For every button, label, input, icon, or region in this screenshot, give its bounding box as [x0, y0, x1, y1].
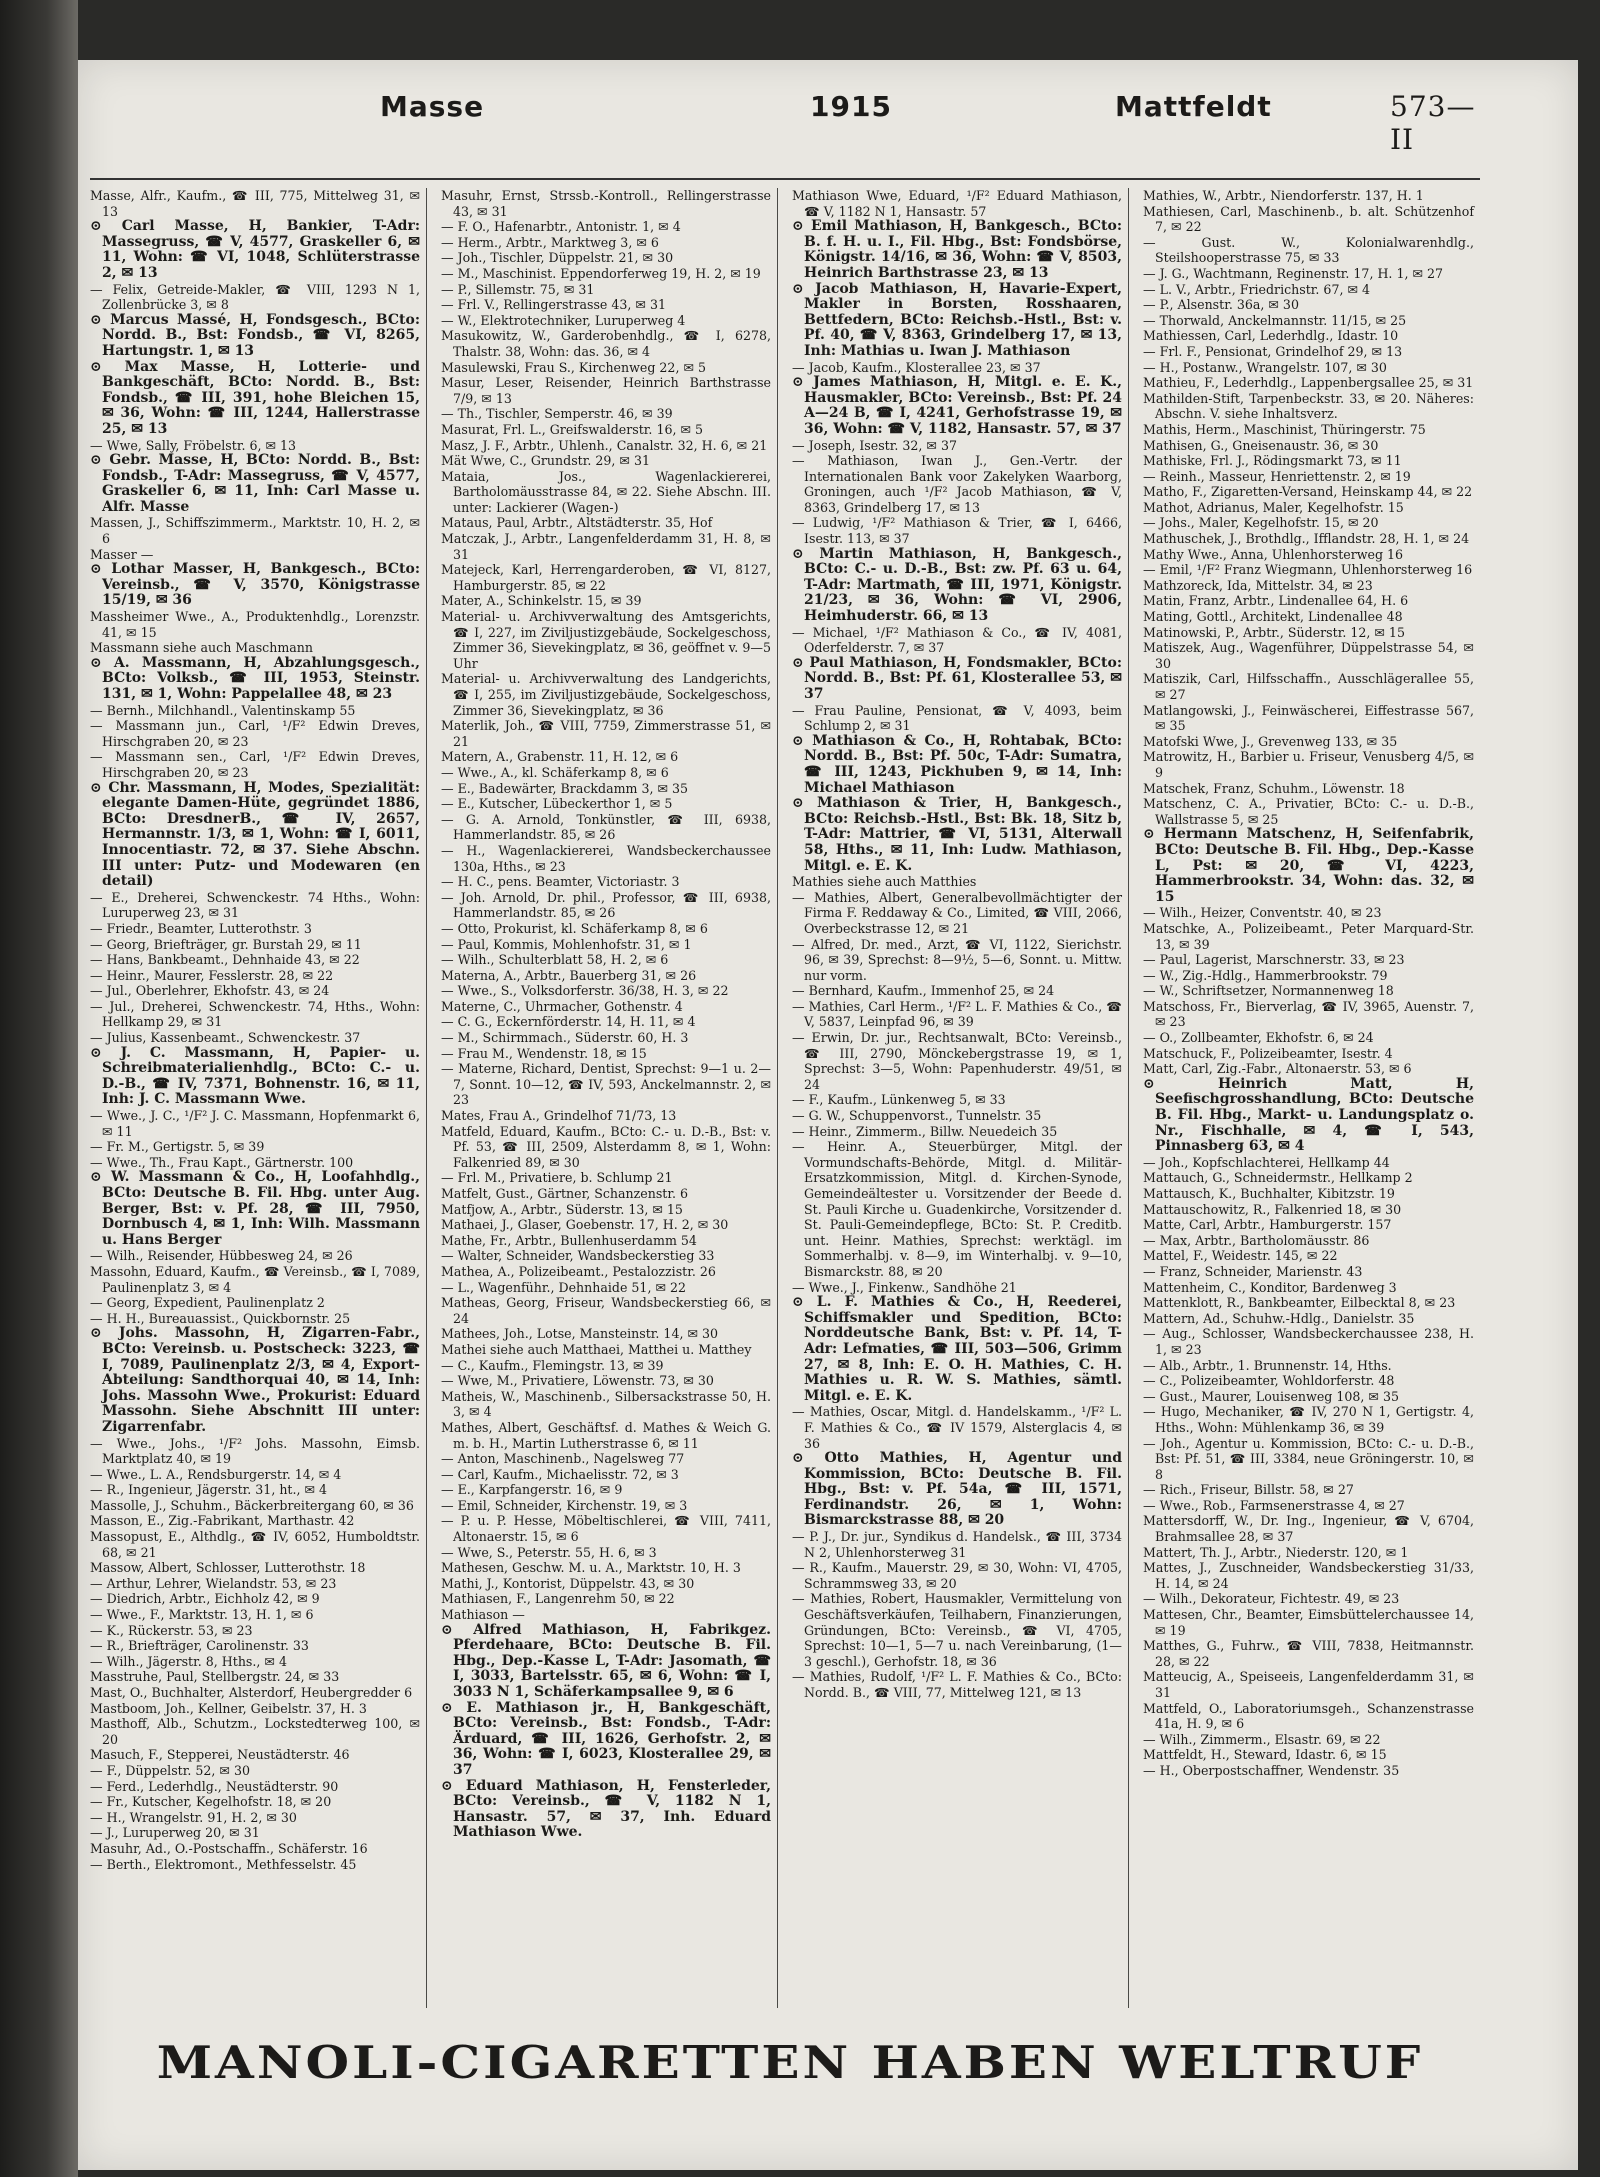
- directory-entry: — Bernhard, Kaufm., Immenhof 25, ✉ 24: [792, 983, 1055, 999]
- directory-entry: — J., Luruperweg 20, ✉ 31: [90, 1825, 260, 1841]
- directory-entry: ⊙ Alfred Mathiason, H, Fabrikgez. Pferdehaare, BCto: Deutsche B. Fil. Hbg., Dep.-Kasse L, T-Adr: Jasomath, ☎ I, 3033, Bartelsstr. 65, ✉ 6, Wohn: ☎ I, 3033 N 1, Schäferkampsallee 9, ✉ 6: [441, 1621, 771, 1700]
- directory-entry: Mating, Gottl., Architekt, Lindenallee 48: [1143, 609, 1403, 625]
- directory-entry: — R., Ingenieur, Jägerstr. 31, ht., ✉ 4: [90, 1482, 328, 1498]
- directory-entry: — Hans, Bankbeamt., Dehnhaide 43, ✉ 22: [90, 952, 360, 968]
- directory-entry: Mattenklott, R., Bankbeamter, Eilbecktal 8, ✉ 23: [1143, 1295, 1456, 1311]
- directory-entry: ⊙ Paul Mathiason, H, Fondsmakler, BCto: Nordd. B., Bst: Pf. 61, Klosterallee 53, ✉ 37: [792, 654, 1122, 702]
- header-rule: [90, 178, 1480, 180]
- directory-entry: Mathe, Fr., Arbtr., Bullenhuserdamm 54: [441, 1232, 697, 1248]
- directory-entry: ⊙ Marcus Massé, H, Fondsgesch., BCto: Nordd. B., Bst: Fondsb., ☎ VI, 8265, Hartungstr. 1, ✉ 13: [90, 311, 420, 359]
- directory-entry: Mathes, Albert, Geschäftsf. d. Mathes & Weich G. m. b. H., Martin Lutherstrasse 6, ✉ 11: [441, 1419, 771, 1451]
- directory-entry: Mast, O., Buchhalter, Alsterdorf, Heubergredder 6: [90, 1685, 413, 1700]
- directory-entry: ⊙ Lothar Masser, H, Bankgesch., BCto: Vereinsb., ☎ V, 3570, Königstrasse 15/19, ✉ 36: [90, 561, 420, 609]
- directory-entry: — Wwe., J. C., ¹/F² J. C. Massmann, Hopfenmarkt 6, ✉ 11: [90, 1108, 420, 1139]
- directory-entry: Mathuschek, J., Brothdlg., Ifflandstr. 28, H. 1, ✉ 24: [1143, 531, 1470, 547]
- directory-entry: Mattauschowitz, R., Falkenried 18, ✉ 30: [1143, 1201, 1402, 1217]
- directory-entry: Mattes, J., Zuschneider, Wandsbeckerstieg 31/33, H. 14, ✉ 24: [1143, 1560, 1474, 1591]
- directory-entry: — Massmann jun., Carl, ¹/F² Edwin Dreves, Hirschgraben 20, ✉ 23: [90, 718, 420, 749]
- directory-entry: ⊙ Gebr. Masse, H, BCto: Nordd. B., Bst: Fondsb., T-Adr: Massegruss, ☎ V, 4577, Graskeller 6, ✉ 11, Inh: Carl Masse u. Alfr. Masse: [90, 452, 420, 515]
- directory-entry: Mattern, Ad., Schuhw.-Hdlg., Danielstr. 35: [1143, 1310, 1415, 1326]
- directory-entry: — Gust. W., Kolonialwarenhdlg., Steilshooperstrasse 75, ✉ 33: [1143, 234, 1474, 266]
- directory-entry: Mattesen, Chr., Beamter, Eimsbüttelerchaussee 14, ✉ 19: [1143, 1607, 1474, 1638]
- page-header: [90, 80, 1480, 156]
- column-3: [792, 188, 1129, 2008]
- directory-entry: Matlangowski, J., Feinwäscherei, Eiffestrasse 567, ✉ 35: [1143, 702, 1474, 734]
- directory-entry: Masuch, F., Stepperei, Neustädterstr. 46: [90, 1747, 350, 1763]
- directory-entry: Material- u. Archivverwaltung des Amtsgerichts, ☎ I, 227, im Ziviljustizgebäude, Sockelgeschoss, Zimmer 36, Sievekingplatz, ✉ 36, geöffnet v. 9—5 Uhr: [441, 609, 771, 671]
- directory-entry: — G. W., Schuppenvorst., Tunnelstr. 35: [792, 1108, 1042, 1124]
- directory-entry: — P. u. P. Hesse, Möbeltischlerei, ☎ VIII, 7411, Altonaerstr. 15, ✉ 6: [441, 1513, 771, 1545]
- directory-entry: Masthoff, Alb., Schutzm., Lockstedterweg 100, ✉ 20: [90, 1716, 420, 1747]
- directory-entry: — Rich., Friseur, Billstr. 58, ✉ 27: [1143, 1482, 1354, 1498]
- directory-entry: Massohn, Eduard, Kaufm., ☎ Vereinsb., ☎ I, 7089, Paulinenplatz 3, ✉ 4: [90, 1263, 420, 1295]
- directory-entry: Matschenz, C. A., Privatier, BCto: C.- u. D.-B., Wallstrasse 5, ✉ 25: [1143, 796, 1474, 827]
- directory-entry: — Reinh., Masseur, Henriettenstr. 2, ✉ 19: [1143, 468, 1411, 484]
- directory-entry: ⊙ Heinrich Matt, H, Seefischgrosshandlung, BCto: Deutsche B. Fil. Hbg., Markt- u. Landungsplatz o. Nr., Fischhalle, ✉ 4, ☎ I, 543, Pinnasberg 63, ✉ 4: [1143, 1075, 1474, 1155]
- directory-entry: — Paul, Lagerist, Marschnerstr. 33, ✉ 23: [1143, 952, 1405, 968]
- directory-entry: Massmann siehe auch Maschmann: [90, 640, 314, 656]
- directory-entry: ⊙ Otto Mathies, H, Agentur und Kommission, BCto: Deutsche B. Fil. Hbg., Bst: v. Pf. 54a, ☎ III, 1571, Ferdinandstr. 26, ✉ 1, Wohn: Bismarckstrasse 88, ✉ 20: [792, 1450, 1122, 1529]
- directory-entry: Masse, Alfr., Kaufm., ☎ III, 775, Mittelweg 31, ✉ 13: [90, 188, 420, 219]
- directory-entry: Mathot, Adrianus, Maler, Kegelhofstr. 15: [1143, 499, 1404, 515]
- directory-entry: — Emil, Schneider, Kirchenstr. 19, ✉ 3: [441, 1497, 688, 1513]
- directory-entry: — Wwe., S., Volksdorferstr. 36/38, H. 3, ✉ 22: [441, 983, 729, 999]
- directory-entry: — Hugo, Mechaniker, ☎ IV, 270 N 1, Gertigstr. 4, Hths., Wohn: Mühlenkamp 36, ✉ 39: [1143, 1404, 1474, 1435]
- directory-entry: — Frl. V., Rellingerstrasse 43, ✉ 31: [441, 297, 667, 313]
- directory-entry: — Julius, Kassenbeamt., Schwenckestr. 37: [90, 1030, 361, 1046]
- directory-entry: Mattausch, K., Buchhalter, Kibitzstr. 19: [1143, 1186, 1395, 1201]
- directory-entry: — Friedr., Beamter, Lutterothstr. 3: [90, 920, 312, 936]
- directory-entry: — Frl. M., Privatiere, b. Schlump 21: [441, 1170, 673, 1186]
- directory-entry: — H. C., pens. Beamter, Victoriastr. 3: [441, 874, 680, 890]
- directory-entry: Masukowitz, W., Garderobenhdlg., ☎ I, 6278, Thalstr. 38, Wohn: das. 36, ✉ 4: [441, 328, 771, 359]
- directory-entry: Matt, Carl, Zig.-Fabr., Altonaerstr. 53, ✉ 6: [1143, 1061, 1412, 1077]
- directory-entry: Matthes, G., Fuhrw., ☎ VIII, 7838, Heitmannstr. 28, ✉ 22: [1143, 1638, 1474, 1669]
- directory-entry: — Jul., Oberlehrer, Ekhofstr. 43, ✉ 24: [90, 983, 330, 999]
- directory-entry: Mates, Frau A., Grindelhof 71/73, 13: [441, 1108, 677, 1124]
- directory-entry: ⊙ Eduard Mathiason, H, Fensterleder, BCto: Vereinsb., ☎ V, 1182 N 1, Hansastr. 57, ✉ 37, Inh. Eduard Mathiason Wwe.: [441, 1777, 771, 1841]
- directory-entry: — L., Wagenführ., Dehnhaide 51, ✉ 22: [441, 1279, 687, 1295]
- directory-entry: — Gust., Maurer, Louisenweg 108, ✉ 35: [1143, 1388, 1399, 1404]
- directory-entry: — H., Postanw., Wrangelstr. 107, ✉ 30: [1143, 359, 1387, 375]
- directory-entry: — E., Karpfangerstr. 16, ✉ 9: [441, 1482, 623, 1498]
- directory-entry: — Fr., Kutscher, Kegelhofstr. 18, ✉ 20: [90, 1794, 332, 1810]
- directory-entry: Matfeld, Eduard, Kaufm., BCto: C.- u. D.-B., Bst: v. Pf. 53, ☎ III, 2509, Alsterdamm 8, ✉ 1, Wohn: Falkenried 89, ✉ 30: [441, 1123, 771, 1170]
- directory-entry: — Heinr., Maurer, Fesslerstr. 28, ✉ 22: [90, 967, 334, 983]
- directory-entry: ⊙ E. Mathiason jr., H, Bankgeschäft, BCto: Vereinsb., Bst: Fondsb., T-Adr: Ärduard, ☎ III, 1626, Gerhofstr. 2, ✉ 36, Wohn: ☎ I, 6023, Klosterallee 29, ✉ 37: [441, 1699, 771, 1778]
- directory-entry: — Wwe., L. A., Rendsburgerstr. 14, ✉ 4: [90, 1466, 342, 1482]
- directory-entry: — Heinr., Zimmerm., Billw. Neuedeich 35: [792, 1123, 1058, 1139]
- directory-entry: ⊙ Johs. Massohn, H, Zigarren-Fabr., BCto: Vereinsb. u. Postscheck: 3223, ☎ I, 7089, Paulinenplatz 2/3, ✉ 4, Export-Abteilung: Sandthorquai 40, ✉ 14, Inh: Johs. Massohn Wwe., Prokurist: Eduard Massohn. Siehe Abschnitt III unter: Zigarrenfabr.: [90, 1325, 420, 1435]
- directory-entry: Material- u. Archivverwaltung des Landgerichts, ☎ I, 255, im Ziviljustizgebäude, Sockelgeschoss, Zimmer 36, Sievekingplatz, ✉ 36: [441, 671, 771, 718]
- directory-entry: ⊙ Jacob Mathiason, H, Havarie-Expert, Makler in Borsten, Rosshaaren, Bettfedern, BCto: Reichsb.-Hstl., Bst: v. Pf. 40, ☎ V, 8363, Grindelberg 17, ✉ 13, Inh: Mathias u. Iwan J. Mathiason: [792, 280, 1122, 359]
- directory-entry: — Wilh., Reisender, Hübbesweg 24, ✉ 26: [90, 1248, 353, 1264]
- header-first-entry: Masse: [380, 90, 485, 123]
- directory-entry: — G. A. Arnold, Tonkünstler, ☎ III, 6938, Hammerlandstr. 85, ✉ 26: [441, 811, 771, 843]
- directory-entry: Matho, F., Zigaretten-Versand, Heinskamp 44, ✉ 22: [1143, 484, 1473, 500]
- directory-entry: — Walter, Schneider, Wandsbeckerstieg 33: [441, 1248, 715, 1264]
- directory-entry: Masz, J. F., Arbtr., Uhlenh., Canalstr. 32, H. 6, ✉ 21: [441, 437, 768, 453]
- directory-entry: Matschuck, F., Polizeibeamter, Isestr. 4: [1143, 1045, 1393, 1061]
- directory-entry: Mathaei, J., Glaser, Goebenstr. 17, H. 2, ✉ 30: [441, 1217, 729, 1233]
- directory-entry: Mattert, Th. J., Arbtr., Niederstr. 120, ✉ 1: [1143, 1544, 1409, 1560]
- directory-entry: — Wwe., A., kl. Schäferkamp 8, ✉ 6: [441, 764, 669, 780]
- directory-entry: — Wwe., Th., Frau Kapt., Gärtnerstr. 100: [90, 1154, 354, 1170]
- directory-entry: Matfelt, Gust., Gärtner, Schanzenstr. 6: [441, 1186, 689, 1201]
- directory-entry: ⊙ A. Massmann, H, Abzahlungsgesch., BCto: Volksb., ☎ III, 1953, Steinstr. 131, ✉ 1, Wohn: Pappelallee 48, ✉ 23: [90, 654, 420, 702]
- directory-entry: Massheimer Wwe., A., Produktenhdlg., Lorenzstr. 41, ✉ 15: [90, 609, 420, 640]
- book-binding: [0, 0, 78, 2177]
- directory-entry: — H. H., Bureauassist., Quickbornstr. 25: [90, 1310, 351, 1326]
- directory-entry: — Thorwald, Anckelmannstr. 11/15, ✉ 25: [1143, 312, 1407, 328]
- directory-entry: — Wwe., F., Marktstr. 13, H. 1, ✉ 6: [90, 1607, 314, 1623]
- directory-entry: — Alfred, Dr. med., Arzt, ☎ VI, 1122, Sierichstr. 96, ✉ 39, Sprechst: 8—9½, 5—6, Sonnt. u. Mittw. nur vorm.: [792, 936, 1122, 983]
- directory-entry: — Otto, Prokurist, kl. Schäferkamp 8, ✉ 6: [441, 920, 708, 936]
- directory-entry: ⊙ Mathiason & Co., H, Rohtabak, BCto: Nordd. B., Bst: Pf. 50c, T-Adr: Sumatra, ☎ III, 1243, Pickhuben 9, ✉ 14, Inh: Michael Mathiason: [792, 732, 1122, 796]
- directory-entry: — C., Polizeibeamter, Wohldorferstr. 48: [1143, 1373, 1395, 1389]
- directory-entry: — R., Kaufm., Mauerstr. 29, ✉ 30, Wohn: VI, 4705, Schrammsweg 33, ✉ 20: [792, 1560, 1122, 1591]
- directory-entry: ⊙ W. Massmann & Co., H, Loofahhdlg., BCto: Deutsche B. Fil. Hbg. unter Aug. Berger, Bst: v. Pf. 28, ☎ III, 7950, Dornbusch 4, ✉ 1, Inh: Wilh. Massmann u. Hans Berger: [90, 1169, 420, 1248]
- directory-entry: Mathees, Joh., Lotse, Mansteinstr. 14, ✉ 30: [441, 1326, 719, 1342]
- directory-entry: — Joh. Arnold, Dr. phil., Professor, ☎ III, 6938, Hammerlandstr. 85, ✉ 26: [441, 889, 771, 921]
- directory-entry: — F., Kaufm., Lünkenweg 5, ✉ 33: [792, 1092, 1006, 1108]
- directory-entry: Mathiessen, Carl, Lederhdlg., Idastr. 10: [1143, 328, 1399, 344]
- directory-entry: Mastboom, Joh., Kellner, Geibelstr. 37, H. 3: [90, 1700, 367, 1716]
- directory-entry: Masser —: [90, 546, 154, 562]
- directory-entry: Matte, Carl, Arbtr., Hamburgerstr. 157: [1143, 1217, 1392, 1233]
- directory-entry: — W., Elektrotechniker, Luruperweg 4: [441, 312, 686, 328]
- directory-entry: — Wilh., Jägerstr. 8, Hths., ✉ 4: [90, 1653, 287, 1669]
- directory-entry: — Joh., Tischler, Düppelstr. 21, ✉ 30: [441, 250, 674, 266]
- directory-entry: Materlik, Joh., ☎ VIII, 7759, Zimmerstrasse 51, ✉ 21: [441, 718, 771, 749]
- directory-entry: Mathiske, Frl. J., Rödingsmarkt 73, ✉ 11: [1143, 453, 1402, 469]
- directory-entry: — Felix, Getreide-Makler, ☎ VIII, 1293 N 1, Zollenbrücke 3, ✉ 8: [90, 281, 420, 313]
- directory-entry: — Wwe., Rob., Farmsenerstrasse 4, ✉ 27: [1143, 1497, 1405, 1513]
- directory-entry: — Anton, Maschinenb., Nagelsweg 77: [441, 1451, 685, 1467]
- directory-entry: — Alb., Arbtr., 1. Brunnenstr. 14, Hths.: [1143, 1357, 1392, 1373]
- directory-entry: — Aug., Schlosser, Wandsbeckerchaussee 238, H. 1, ✉ 23: [1143, 1326, 1474, 1357]
- directory-entry: Materna, A., Arbtr., Bauerberg 31, ✉ 26: [441, 967, 697, 983]
- header-year: 1915: [810, 90, 892, 123]
- directory-entry: Matern, A., Grabenstr. 11, H. 12, ✉ 6: [441, 749, 679, 765]
- directory-entry: Matrowitz, H., Barbier u. Friseur, Venusberg 4/5, ✉ 9: [1143, 749, 1474, 780]
- directory-entry: — Johs., Maler, Kegelhofstr. 15, ✉ 20: [1143, 515, 1379, 531]
- directory-entry: Masurat, Frl. L., Greifswalderstr. 16, ✉ 5: [441, 421, 704, 437]
- directory-entry: — Max, Arbtr., Bartholomäusstr. 86: [1143, 1232, 1370, 1248]
- directory-entry: — Heinr. A., Steuerbürger, Mitgl. der Vormundschafts-Behörde, Mitgl. d. Militär-Ersatzkommission, Mitgl. d. Kirchen-Synode, Gemeindeältester u. Vorsitzender der Beede d. St. Pauli Kirche u. Guadenkirche, Vorsitzender d. St. Pauli-Gemeindepflege, BCto: St. P. Creditb. unt. Heinr. Mathies, Sprechst: werktägl. im Sommerhalbj. v. 8—9, im Winterhalbj. v. 9—10, Bismarckstr. 88, ✉ 20: [792, 1139, 1122, 1279]
- directory-entry: — Th., Tischler, Semperstr. 46, ✉ 39: [441, 406, 673, 422]
- directory-entry: — Berth., Elektromont., Methfesselstr. 45: [90, 1856, 357, 1872]
- directory-entry: — M., Schirmmach., Süderstr. 60, H. 3: [441, 1030, 689, 1046]
- directory-entry: Massopust, E., Althdlg., ☎ IV, 6052, Humboldtstr. 68, ✉ 21: [90, 1529, 420, 1560]
- directory-entry: — Wwe., Johs., ¹/F² Johs. Massohn, Eimsb. Marktplatz 40, ✉ 19: [90, 1435, 420, 1467]
- directory-entry: — Mathies, Robert, Hausmakler, Vermittelung von Geschäftsverkäufen, Teilhabern, Finanzierungen, Gründungen, BCto: Vereinsb., ☎ VI, 4705, Sprechst: 10—1, 5—7 u. nach Vereinbarung, (1—3 geschl.), Gerhofstr. 18, ✉ 36: [792, 1591, 1122, 1669]
- directory-entry: Mät Wwe, C., Grundstr. 29, ✉ 31: [441, 453, 650, 469]
- directory-entry: Massen, J., Schiffszimmerm., Marktstr. 10, H. 2, ✉ 6: [90, 515, 420, 547]
- page-number: 573—II: [1390, 90, 1476, 156]
- directory-entry: Mathies, W., Arbtr., Niendorferstr. 137, H. 1: [1143, 188, 1424, 203]
- directory-entry: Masulewski, Frau S., Kirchenweg 22, ✉ 5: [441, 359, 707, 375]
- directory-entry: Mataia, Jos., Wagenlackiererei, Bartholomäusstrasse 84, ✉ 22. Siehe Abschn. III. unter: Lackierer (Wagen-): [441, 468, 771, 515]
- directory-entry: — E., Badewärter, Brackdamm 3, ✉ 35: [441, 780, 689, 796]
- directory-entry: Mathesen, Geschw. M. u. A., Marktstr. 10, H. 3: [441, 1560, 741, 1576]
- directory-entry: — Erwin, Dr. jur., Rechtsanwalt, BCto: Vereinsb., ☎ III, 2790, Mönckebergstrasse 19, ✉ 1, Sprechst: 3—5, Wohn: Papenhuderstr. 49/51, ✉ 24: [792, 1030, 1122, 1092]
- directory-entry: — K., Rückerstr. 53, ✉ 23: [90, 1622, 253, 1638]
- directory-entry: — Wwe., J., Finkenw., Sandhöhe 21: [792, 1279, 1017, 1295]
- directory-entry: Matiszik, Carl, Hilfsschaffn., Ausschlägerallee 55, ✉ 27: [1143, 671, 1474, 702]
- directory-entry: — P., Sillemstr. 75, ✉ 31: [441, 281, 595, 297]
- directory-entry: Mathisen, G., Gneisenaustr. 36, ✉ 30: [1143, 437, 1379, 453]
- directory-entry: Mattersdorff, W., Dr. Ing., Ingenieur, ☎ V, 6704, Brahmsallee 28, ✉ 37: [1143, 1513, 1474, 1545]
- directory-entry: Matschoss, Fr., Bierverlag, ☎ IV, 3965, Auenstr. 7, ✉ 23: [1143, 998, 1474, 1030]
- directory-entry: — Georg, Expedient, Paulinenplatz 2: [90, 1295, 325, 1311]
- directory-entry: — Carl, Kaufm., Michaelisstr. 72, ✉ 3: [441, 1466, 679, 1482]
- directory-entry: — Emil, ¹/F² Franz Wiegmann, Uhlenhorsterweg 16: [1143, 562, 1473, 578]
- column-1: [90, 188, 427, 2008]
- directory-entry: ⊙ L. F. Mathies & Co., H, Reederei, Schiffsmakler und Spedition, BCto: Norddeutsche Bank, Bst: v. Pf. 14, T-Adr: Lefmaties, ☎ III, 503—506, Grimm 27, ✉ 8, Inh: E. O. H. Mathies, C. H. Mathies u. R. W. S. Mathies, sämtl. Mitgl. e. E. K.: [792, 1294, 1122, 1404]
- directory-entry: — M., Maschinist. Eppendorferweg 19, H. 2, ✉ 19: [441, 265, 761, 281]
- directory-entry: — Wilh., Schulterblatt 58, H. 2, ✉ 6: [441, 952, 669, 968]
- directory-entry: Matschek, Franz, Schuhm., Löwenstr. 18: [1143, 780, 1405, 796]
- directory-entry: — Joh., Kopfschlachterei, Hellkamp 44: [1143, 1154, 1390, 1170]
- directory-entry: — Wilh., Heizer, Conventstr. 40, ✉ 23: [1143, 905, 1382, 921]
- directory-entry: Mathi, J., Kontorist, Düppelstr. 43, ✉ 30: [441, 1575, 695, 1591]
- directory-entry: — Massmann sen., Carl, ¹/F² Edwin Dreves, Hirschgraben 20, ✉ 23: [90, 749, 420, 780]
- directory-entry: Mathis, Herm., Maschinist, Thüringerstr. 75: [1143, 421, 1426, 437]
- directory-entry: — J. G., Wachtmann, Reginenstr. 17, H. 1, ✉ 27: [1143, 265, 1444, 281]
- directory-entry: Mathzoreck, Ida, Mittelstr. 34, ✉ 23: [1143, 577, 1373, 593]
- directory-entry: — Materne, Richard, Dentist, Sprechst: 9—1 u. 2—7, Sonnt. 10—12, ☎ IV, 593, Anckelmannstr. 2, ✉ 23: [441, 1061, 771, 1108]
- directory-entry: ⊙ Mathiason & Trier, H, Bankgesch., BCto: Reichsb.-Hstl., Bst: Bk. 18, Sitz b, T-Adr: Mattrier, ☎ VI, 5131, Alterwall 58, Hths., ✉ 11, Inh: Ludw. Mathiason, Mitgl. e. E. K.: [792, 795, 1122, 874]
- directory-entry: — E., Dreherei, Schwenckestr. 74 Hths., Wohn: Luruperweg 23, ✉ 31: [90, 889, 420, 921]
- directory-entry: — Wwe, Sally, Fröbelstr. 6, ✉ 13: [90, 437, 297, 453]
- directory-entry: — Arthur, Lehrer, Wielandstr. 53, ✉ 23: [90, 1575, 337, 1591]
- directory-entry: — Franz, Schneider, Marienstr. 43: [1143, 1263, 1363, 1279]
- directory-entry: — H., Oberpostschaffner, Wendenstr. 35: [1143, 1762, 1400, 1778]
- directory-entry: — H., Wrangelstr. 91, H. 2, ✉ 30: [90, 1809, 297, 1825]
- directory-entry: ⊙ Martin Mathiason, H, Bankgesch., BCto: C.- u. D.-B., Bst: zw. Pf. 63 u. 64, T-Adr: Martmath, ☎ III, 1971, Königstr. 21/23, ✉ 36, Wohn: ☎ VI, 2906, Heimhuderstr. 66, ✉ 13: [792, 545, 1122, 625]
- directory-entry: Matfjow, A., Arbtr., Süderstr. 13, ✉ 15: [441, 1201, 683, 1217]
- directory-entry: Materne, C., Uhrmacher, Gothenstr. 4: [441, 998, 683, 1014]
- directory-entry: — Jul., Dreherei, Schwenckestr. 74, Hths., Wohn: Hellkamp 29, ✉ 31: [90, 998, 420, 1030]
- directory-entry: ⊙ Max Masse, H, Lotterie- und Bankgeschäft, BCto: Nordd. B., Bst: Fondsb., ☎ III, 391, hohe Bleichen 15, ✉ 36, Wohn: ☎ III, 1244, Hallerstrasse 25, ✉ 13: [90, 358, 420, 437]
- directory-entry: Mattfeld, O., Laboratoriumsgeh., Schanzenstrasse 41a, H. 9, ✉ 6: [1143, 1700, 1474, 1732]
- directory-entry: — Fr. M., Gertigstr. 5, ✉ 39: [90, 1139, 265, 1155]
- directory-entry: — Joseph, Isestr. 32, ✉ 37: [792, 437, 957, 453]
- directory-entry: Matofski Wwe, J., Grevenweg 133, ✉ 35: [1143, 733, 1398, 749]
- directory-entry: — Joh., Agentur u. Kommission, BCto: C.- u. D.-B., Bst: Pf. 51, ☎ III, 3384, neue Gröningerstr. 10, ✉ 8: [1143, 1435, 1474, 1482]
- directory-entry: Matiszek, Aug., Wagenführer, Düppelstrasse 54, ✉ 30: [1143, 640, 1474, 671]
- directory-entry: Mathiason Wwe, Eduard, ¹/F² Eduard Mathiason, ☎ V, 1182 N 1, Hansastr. 57: [792, 188, 1122, 219]
- directory-entry: ⊙ J. C. Massmann, H, Papier- u. Schreibmaterialienhdlg., BCto: C.- u. D.-B., ☎ IV, 7371, Bohnenstr. 16, ✉ 11, Inh: J. C. Massmann Wwe.: [90, 1044, 420, 1108]
- directory-entry: Mattauch, G., Schneidermstr., Hellkamp 2: [1143, 1170, 1413, 1186]
- directory-entry: Matejeck, Karl, Herrengarderoben, ☎ VI, 8127, Hamburgerstr. 85, ✉ 22: [441, 562, 771, 593]
- directory-entry: — Mathies, Oscar, Mitgl. d. Handelskamm., ¹/F² L. F. Mathies & Co., ☎ IV 1579, Alsterglacis 4, ✉ 36: [792, 1404, 1122, 1451]
- directory-entry: — Diedrich, Arbtr., Eichholz 42, ✉ 9: [90, 1591, 320, 1607]
- directory-entry: — H., Wagenlackiererei, Wandsbeckerchaussee 130a, Hths., ✉ 23: [441, 842, 771, 874]
- directory-entry: — Georg, Briefträger, gr. Burstah 29, ✉ 11: [90, 936, 362, 952]
- directory-entry: — F. O., Hafenarbtr., Antonistr. 1, ✉ 4: [441, 219, 681, 235]
- directory-entry: Matinowski, P., Arbtr., Süderstr. 12, ✉ 15: [1143, 624, 1405, 640]
- directory-entry: — Mathies, Rudolf, ¹/F² L. F. Mathies & Co., BCto: Nordd. B., ☎ VIII, 77, Mittelweg 121, ✉ 13: [792, 1669, 1122, 1700]
- directory-entry: — W., Zig.-Hdlg., Hammerbrookstr. 79: [1143, 967, 1388, 983]
- directory-entry: — Wwe, M., Privatiere, Löwenstr. 73, ✉ 30: [441, 1373, 714, 1389]
- directory-entry: Masuhr, Ad., O.-Postschaffn., Schäferstr. 16: [90, 1840, 368, 1856]
- directory-entry: Mathilden-Stift, Tarpenbeckstr. 33, ✉ 20. Näheres: Abschn. V. siehe Inhaltsverz.: [1143, 390, 1474, 422]
- directory-entry: — C. G., Eckernförderstr. 14, H. 11, ✉ 4: [441, 1014, 696, 1030]
- directory-entry: — Mathiason, Iwan J., Gen.-Vertr. der Internationalen Bank voor Zakelyken Waarborg, Groningen, auch ¹/F² Jacob Mathiason, ☎ V, 8363, Grindelberg 17, ✉ 13: [792, 453, 1122, 515]
- directory-entry: — Ferd., Lederhdlg., Neustädterstr. 90: [90, 1778, 339, 1794]
- directory-columns: [90, 188, 1480, 2008]
- directory-entry: Mathiasen, F., Langenrehm 50, ✉ 22: [441, 1591, 675, 1607]
- directory-entry: — Frau M., Wendenstr. 18, ✉ 15: [441, 1045, 647, 1061]
- directory-entry: — L. V., Arbtr., Friedrichstr. 67, ✉ 4: [1143, 281, 1371, 297]
- directory-entry: — Frl. F., Pensionat, Grindelhof 29, ✉ 13: [1143, 343, 1403, 359]
- directory-entry: Matheis, W., Maschinenb., Silbersackstrasse 50, H. 3, ✉ 4: [441, 1388, 771, 1420]
- directory-entry: — Herm., Arbtr., Marktweg 3, ✉ 6: [441, 234, 659, 250]
- directory-entry: — O., Zollbeamter, Ekhofstr. 6, ✉ 24: [1143, 1030, 1374, 1046]
- directory-entry: Mattel, F., Weidestr. 145, ✉ 22: [1143, 1248, 1338, 1264]
- directory-entry: — Mathies, Carl Herm., ¹/F² L. F. Mathies & Co., ☎ V, 5837, Leinpfad 96, ✉ 39: [792, 998, 1122, 1030]
- directory-entry: Mataus, Paul, Arbtr., Altstädterstr. 35, Hof: [441, 515, 713, 531]
- directory-entry: Masstruhe, Paul, Stellbergstr. 24, ✉ 33: [90, 1669, 340, 1685]
- directory-entry: — R., Briefträger, Carolinenstr. 33: [90, 1638, 309, 1654]
- directory-entry: Masson, E., Zig.-Fabrikant, Marthastr. 42: [90, 1513, 355, 1529]
- directory-entry: — Mathies, Albert, Generalbevollmächtigter der Firma F. Reddaway & Co., Limited, ☎ VIII, 2066, Overbeckstrasse 12, ✉ 21: [792, 889, 1122, 936]
- directory-entry: Mathieu, F., Lederhdlg., Lappenbergsallee 25, ✉ 31: [1143, 375, 1474, 391]
- directory-entry: — C., Kaufm., Flemingstr. 13, ✉ 39: [441, 1357, 664, 1373]
- directory-entry: — P., Alsenstr. 36a, ✉ 30: [1143, 297, 1299, 313]
- directory-entry: ⊙ Emil Mathiason, H, Bankgesch., BCto: B. f. H. u. I., Fil. Hbg., Bst: Fondsbörse, Königstr. 14/16, ✉ 36, Wohn: ☎ V, 8503, Heinrich Barthstrasse 23, ✉ 13: [792, 218, 1122, 281]
- directory-entry: Matschke, A., Polizeibeamt., Peter Marquard-Str. 13, ✉ 39: [1143, 920, 1474, 952]
- directory-entry: ⊙ Chr. Massmann, H, Modes, Spezialität: elegante Damen-Hüte, gegründet 1886, BCto: DresdnerB., ☎ IV, 2657, Hermannstr. 1/3, ✉ 1, Wohn: ☎ I, 6011, Innocentiastr. 72, ✉ 37. Siehe Abschn. III unter: Putz- und Modewaren (en detail): [90, 779, 420, 890]
- column-4: [1143, 188, 1480, 2008]
- directory-entry: Massolle, J., Schuhm., Bäckerbreitergang 60, ✉ 36: [90, 1497, 414, 1513]
- directory-entry: — Wwe, S., Peterstr. 55, H. 6, ✉ 3: [441, 1544, 657, 1560]
- directory-entry: Matteucig, A., Speiseeis, Langenfelderdamm 31, ✉ 31: [1143, 1669, 1474, 1700]
- directory-entry: — Jacob, Kaufm., Klosterallee 23, ✉ 37: [792, 359, 1041, 375]
- directory-entry: — P. J., Dr. jur., Syndikus d. Handelsk., ☎ III, 3734 N 2, Uhlenhorsterweg 31: [792, 1529, 1122, 1560]
- directory-entry: ⊙ James Mathiason, H, Mitgl. e. E. K., Hausmakler, BCto: Vereinsb., Bst: Pf. 24 A—24 B, ☎ I, 4241, Gerhofstrasse 19, ✉ 36, Wohn: ☎ V, 1182, Hansastr. 57, ✉ 37: [792, 374, 1122, 437]
- directory-entry: — Bernh., Milchhandl., Valentinskamp 55: [90, 702, 356, 718]
- directory-entry: — F., Düppelstr. 52, ✉ 30: [90, 1762, 250, 1778]
- directory-entry: Mathies siehe auch Matthies: [792, 874, 977, 890]
- directory-entry: — Wilh., Zimmerm., Elsastr. 69, ✉ 22: [1143, 1731, 1381, 1747]
- directory-entry: Mathy Wwe., Anna, Uhlenhorsterweg 16: [1143, 546, 1404, 562]
- directory-entry: ⊙ Hermann Matschenz, H, Seifenfabrik, BCto: Deutsche B. Fil. Hbg., Dep.-Kasse L, Pst: ✉ 20, ☎ VI, 4223, Hammerbrookstr. 34, Wohn: das. 32, ✉ 15: [1143, 826, 1474, 905]
- directory-entry: — Frau Pauline, Pensionat, ☎ V, 4093, beim Schlump 2, ✉ 31: [792, 702, 1122, 734]
- directory-entry: Mathea, A., Polizeibeamt., Pestalozzistr. 26: [441, 1263, 716, 1279]
- directory-entry: Mathei siehe auch Matthaei, Matthei u. Matthey: [441, 1341, 752, 1357]
- directory-entry: Masuhr, Ernst, Strssb.-Kontroll., Rellingerstrasse 43, ✉ 31: [441, 188, 771, 219]
- directory-entry: Matczak, J., Arbtr., Langenfelderdamm 31, H. 8, ✉ 31: [441, 531, 771, 562]
- directory-entry: — Paul, Kommis, Mohlenhofstr. 31, ✉ 1: [441, 936, 692, 952]
- directory-entry: Masur, Leser, Reisender, Heinrich Barthstrasse 7/9, ✉ 13: [441, 375, 771, 406]
- directory-entry: Matin, Franz, Arbtr., Lindenallee 64, H. 6: [1143, 593, 1409, 609]
- directory-entry: Massow, Albert, Schlosser, Lutterothstr. 18: [90, 1560, 366, 1576]
- directory-entry: — Wilh., Dekorateur, Fichtestr. 49, ✉ 23: [1143, 1591, 1400, 1607]
- directory-entry: Mathiesen, Carl, Maschinenb., b. alt. Schützenhof 7, ✉ 22: [1143, 203, 1474, 235]
- directory-entry: Matheas, Georg, Friseur, Wandsbeckerstieg 66, ✉ 24: [441, 1295, 771, 1326]
- directory-entry: — Michael, ¹/F² Mathiason & Co., ☎ IV, 4081, Oderfelderstr. 7, ✉ 37: [792, 624, 1122, 656]
- directory-entry: Mater, A., Schinkelstr. 15, ✉ 39: [441, 593, 642, 609]
- header-last-entry: Mattfeldt: [1115, 90, 1272, 123]
- column-2: [441, 188, 778, 2008]
- directory-entry: — E., Kutscher, Lübeckerthor 1, ✉ 5: [441, 796, 673, 812]
- footer-advertisement: MANOLI-CIGARETTEN HABEN WELTRUF: [156, 2035, 1424, 2089]
- directory-entry: Mattenheim, C., Konditor, Bardenweg 3: [1143, 1279, 1397, 1295]
- directory-entry: Mattfeldt, H., Steward, Idastr. 6, ✉ 15: [1143, 1747, 1387, 1763]
- directory-entry: — W., Schriftsetzer, Normannenweg 18: [1143, 983, 1394, 999]
- directory-entry: ⊙ Carl Masse, H, Bankier, T-Adr: Massegruss, ☎ V, 4577, Graskeller 6, ✉ 11, Wohn: ☎ VI, 1048, Schlüterstrasse 2, ✉ 13: [90, 218, 420, 281]
- directory-entry: — Ludwig, ¹/F² Mathiason & Trier, ☎ I, 6466, Isestr. 113, ✉ 37: [792, 515, 1122, 547]
- directory-entry: Mathiason —: [441, 1607, 525, 1623]
